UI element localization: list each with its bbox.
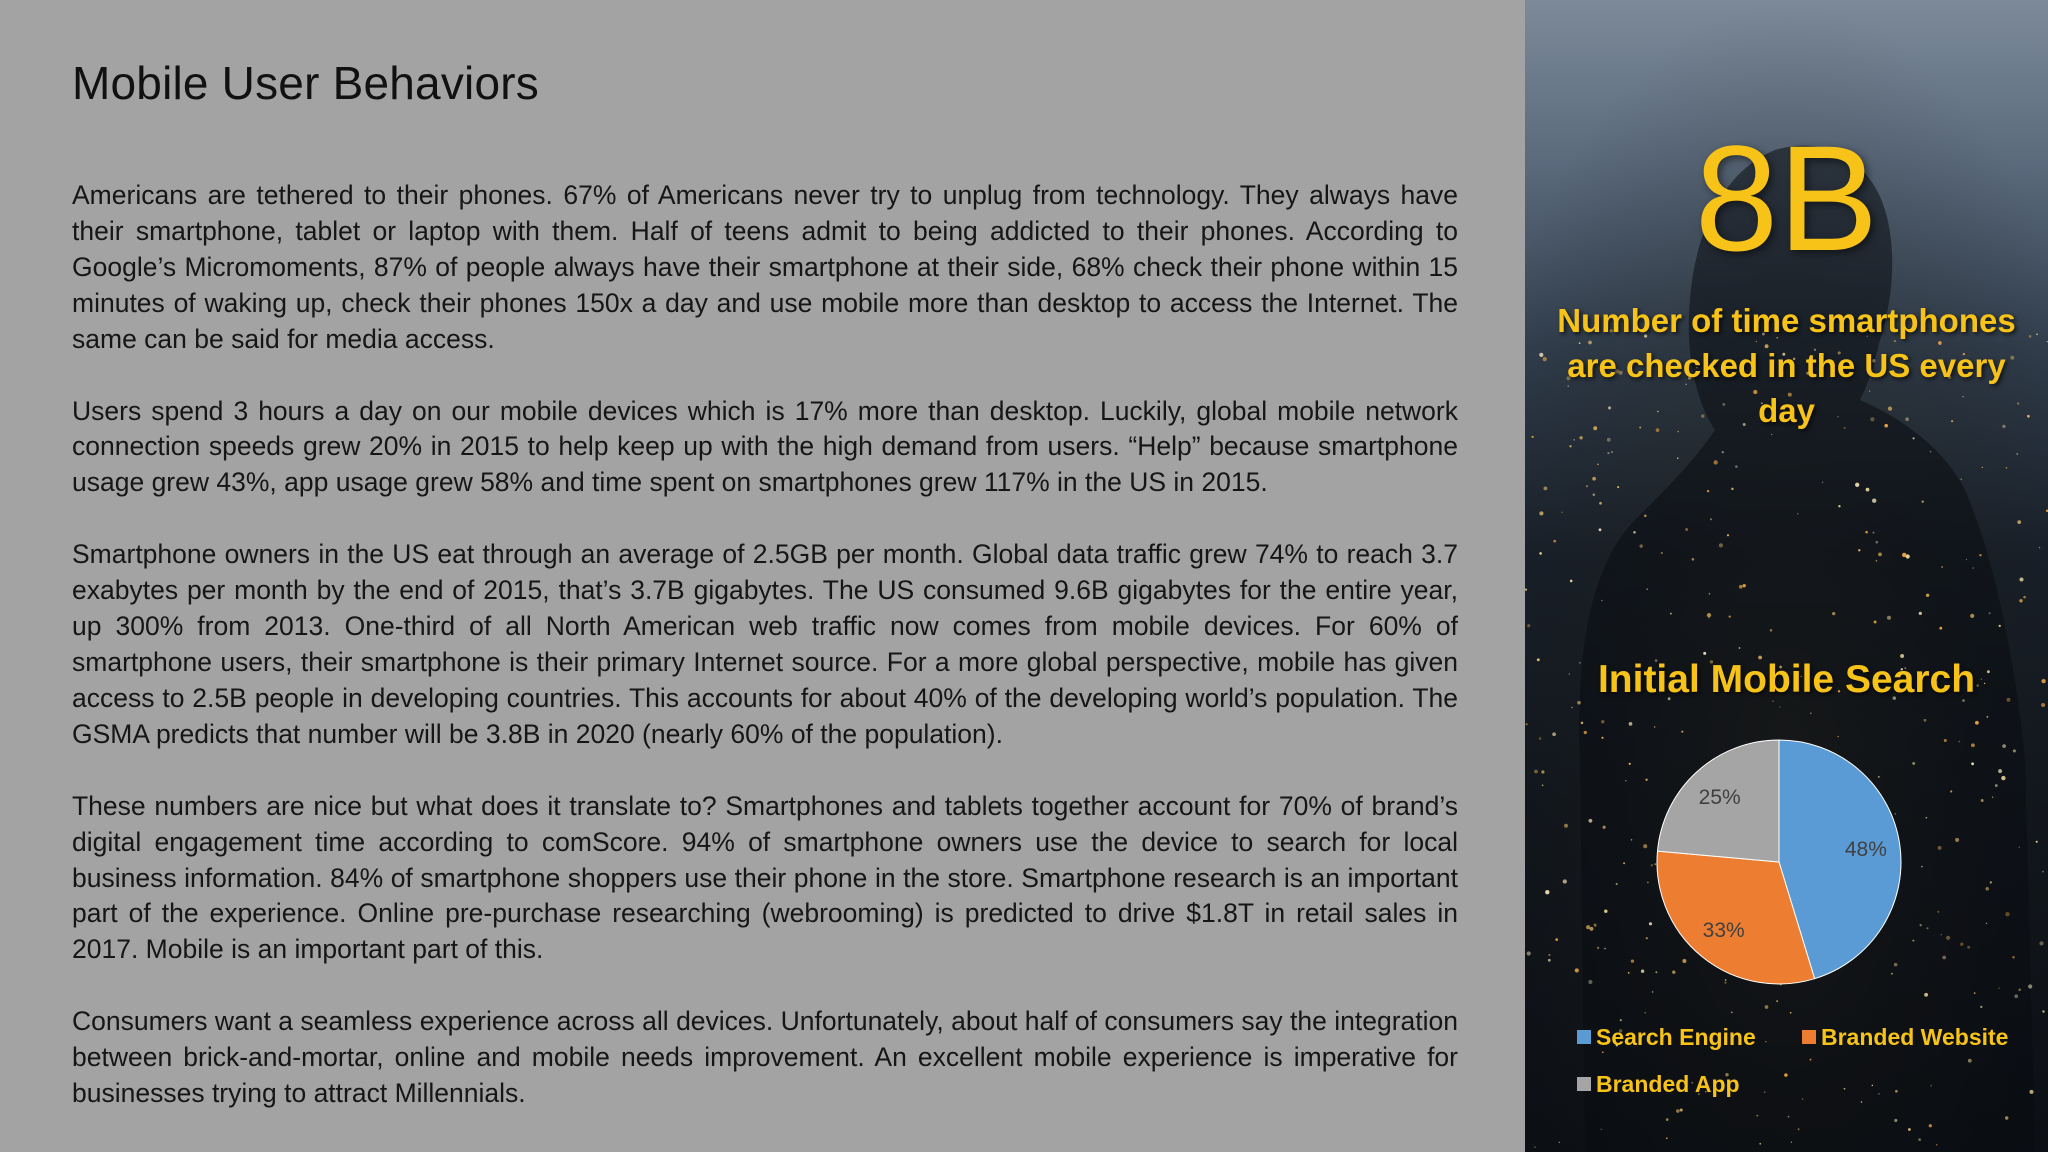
pie-data-label: 33%: [1702, 919, 1745, 943]
legend-swatch: [1802, 1030, 1816, 1044]
legend-item: [1802, 1024, 2008, 1051]
pie-data-label: 25%: [1698, 786, 1741, 810]
paragraph-4: These numbers are nice but what does it translate to? Smartphones and tablets together account for 70% of brand’s digital engagement time according to comScore. 94% of smartphone owners use the device to search for local business information. 84% of smartphone shoppers use their phone in the store. Smartphone research is an important part of the experience. Online pre-purchase researching (webrooming) is predicted to drive $1.8T in retail sales in 2017. Mobile is an important part of this.: [72, 790, 1458, 965]
body-text: [72, 178, 1458, 1148]
big-stat-value: 8B: [1694, 114, 1879, 282]
paragraph-3: Smartphone owners in the US eat through an average of 2.5GB per month. Global data traffic grew 74% to reach 3.7 exabytes per month by the end of 2015, that’s 3.7B gigabytes. The US consumed 9.6B gigabytes for the entire year, up 300% from 2013. One-third of all North American web traffic now comes from mobile devices. For 60% of smartphone users, their smartphone is their primary Internet source. For a more global perspective, mobile has given access to 2.5B people in developing countries. This accounts for about 40% of the developing world’s population. The GSMA predicts that number will be 3.8B in 2020 (nearly 60% of the population).: [72, 539, 1458, 749]
legend-label: Branded App: [1596, 1071, 1740, 1097]
page-title: Mobile User Behaviors: [72, 57, 539, 109]
legend-item: [1577, 1024, 1756, 1051]
paragraph-2: Users spend 3 hours a day on our mobile devices which is 17% more than desktop. Luckily, global mobile network connection speeds grew 20% in 2015 to help keep up with the high demand from users. “Help” because smartphone usage grew 43%, app usage grew 58% and time spent on smartphones grew 117% in the US in 2015.: [72, 395, 1458, 498]
pie-data-label: 48%: [1844, 838, 1887, 861]
legend-label: Branded Website: [1821, 1024, 2009, 1050]
legend-swatch: [1577, 1077, 1591, 1091]
legend-item: [1577, 1071, 1740, 1098]
infographic-panel: [1525, 0, 2048, 1152]
legend-swatch: [1577, 1030, 1591, 1044]
paragraph-1: Americans are tethered to their phones. 67% of Americans never try to unplug from technology. They always have their smartphone, tablet or laptop with them. Half of teens admit to being addicted to their phones. According to Google’s Micromoments, 87% of people always have their smartphone at their side, 68% check their phone within 15 minutes of waking up, check their phones 150x a day and use mobile more than desktop to access the Internet. The same can be said for media access.: [72, 180, 1458, 354]
pie-chart: [1525, 0, 2048, 1152]
legend-label: Search Engine: [1596, 1024, 1756, 1050]
paragraph-5: Consumers want a seamless experience across all devices. Unfortunately, about half of consumers say the integration between brick-and-mortar, online and mobile needs improvement. An excellent mobile experience is imperative for businesses trying to attract Millennials.: [72, 1006, 1458, 1109]
chart-title: Initial Mobile Search: [1597, 658, 1976, 701]
stat-caption: Number of time smartphones are checked in the US every day: [1557, 302, 2016, 429]
